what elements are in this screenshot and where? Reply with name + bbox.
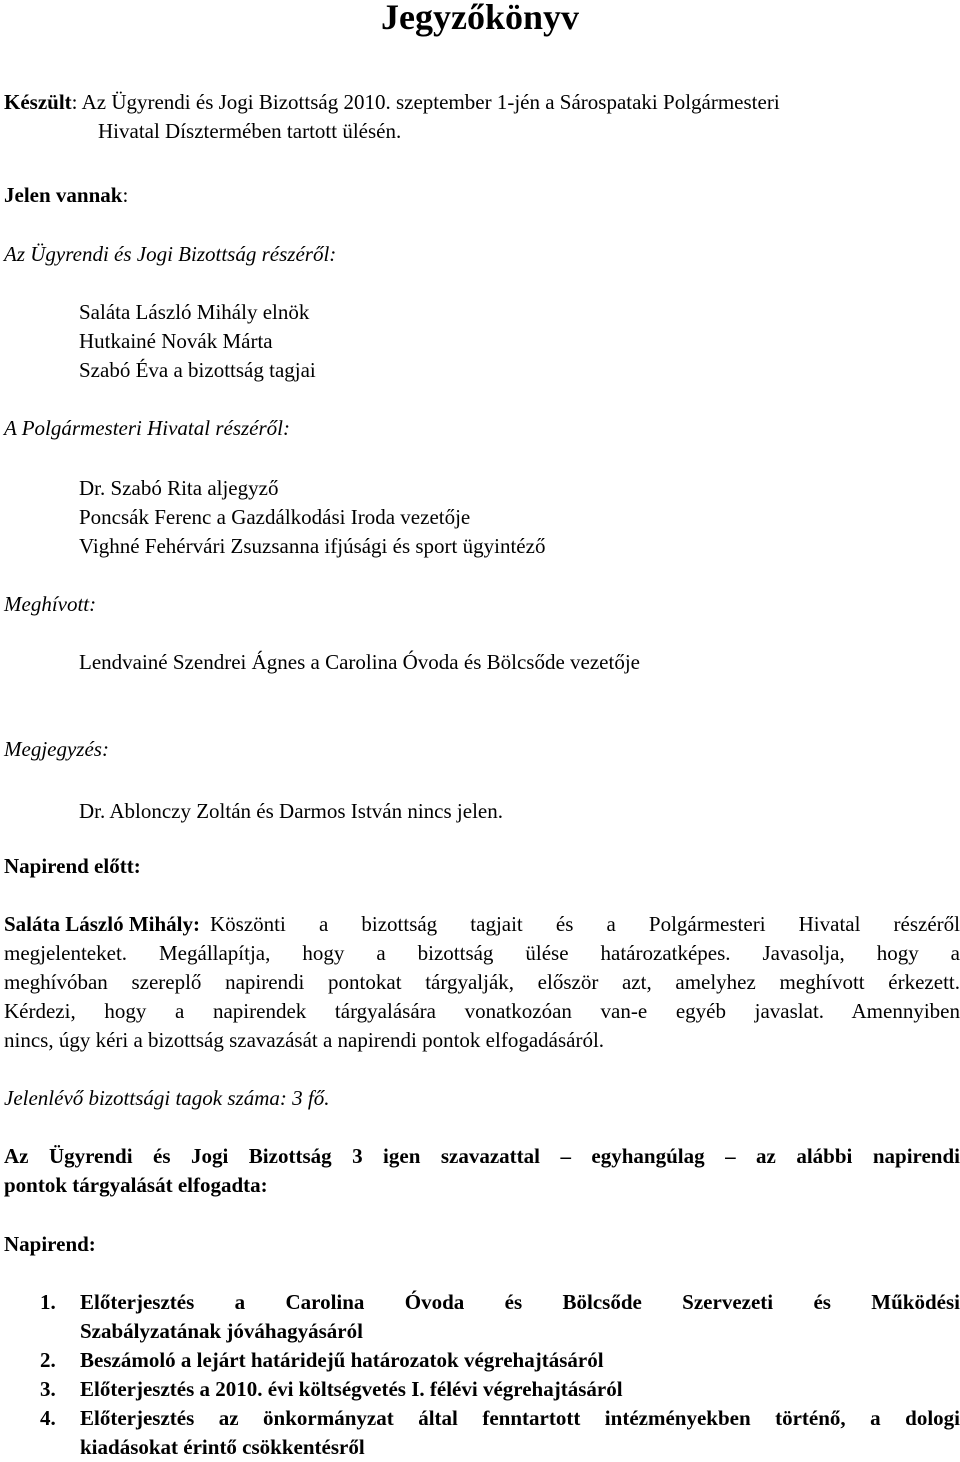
jelen-vannak-heading [4, 181, 128, 210]
hatarozat-line-2: pontok tárgyalását elfogadta: [4, 1173, 268, 1197]
hatarozat-line-1: Az Ügyrendi és Jogi Bizottság 3 igen szavazattal – egyhangúlag – az alábbi napirendi [4, 1144, 960, 1168]
document-title: Jegyzőkönyv [381, 0, 579, 37]
napirend-elott-line-1 [4, 910, 960, 939]
napirend-elott-line-3: meghívóban szereplő napirendi pontokat tárgyalják, először azt, amelyhez meghívott érkezett. [4, 970, 960, 994]
hivatal-member: Poncsák Ferenc a Gazdálkodási Iroda vezetője [79, 505, 471, 529]
napirend-elott-heading: Napirend előtt: [4, 854, 141, 878]
hivatal-member: Dr. Szabó Rita aljegyző [79, 476, 279, 500]
jelen-vannak-label: Jelen vannak [4, 183, 123, 207]
agenda-text-line-1: Előterjesztés a Carolina Óvoda és Bölcsőde Szervezeti és Működési [80, 1290, 960, 1314]
speaker-name: Saláta László Mihály: [4, 912, 201, 936]
bizottsag-member: Szabó Éva a bizottság tagjai [79, 358, 316, 382]
keszult-text-2: Hivatal Dísztermében tartott ülésén. [98, 119, 402, 143]
keszult-line-1 [4, 88, 780, 117]
napirend-heading: Napirend: [4, 1232, 96, 1256]
agenda-text-line-1: Beszámoló a lejárt határidejű határozatok végrehajtásáról [80, 1348, 604, 1372]
jelen-vannak-colon: : [122, 183, 129, 207]
keszult-text-1: : Az Ügyrendi és Jogi Bizottság 2010. szeptember 1-jén a Sárospataki Polgármesteri [71, 90, 780, 114]
napirend-elott-line-2: megjelenteket. Megállapítja, hogy a bizottság ülése határozatképes. Javasolja, hogy a [4, 941, 960, 965]
agenda-text-line-2: Szabályzatának jóváhagyásáról [80, 1319, 363, 1343]
meghivott-heading: Meghívott: [4, 592, 97, 616]
hivatal-member: Vighné Fehérvári Zsuzsanna ifjúsági és sport ügyintéző [79, 534, 546, 558]
agenda-number: 4. [40, 1406, 56, 1430]
bizottsag-member: Saláta László Mihály elnök [79, 300, 310, 324]
napirend-elott-text-1 [210, 910, 960, 939]
megjegyzes-text: Dr. Ablonczy Zoltán és Darmos István nincs jelen. [79, 799, 503, 823]
hivatal-heading: A Polgármesteri Hivatal részéről: [4, 416, 291, 440]
agenda-text-line-1: Előterjesztés a 2010. évi költségvetés I. félévi végrehajtásáról [80, 1377, 623, 1401]
napirend-elott-line-5: nincs, úgy kéri a bizottság szavazását a napirendi pontok elfogadásáról. [4, 1028, 605, 1052]
agenda-number: 1. [40, 1290, 56, 1314]
agenda-number: 2. [40, 1348, 56, 1372]
napirend-elott-line-4: Kérdezi, hogy a napirendek tárgyalására vonatkozóan van-e egyéb javaslat. Amennyiben [4, 999, 960, 1023]
agenda-text-line-2: kiadásokat érintő csökkentésről [80, 1435, 365, 1459]
bizottsag-member: Hutkainé Novák Márta [79, 329, 273, 353]
agenda-number: 3. [40, 1377, 56, 1401]
keszult-label: Készült [4, 90, 72, 114]
agenda-text-line-1: Előterjesztés az önkormányzat által fenntartott intézményekben történő, a dologi [80, 1406, 960, 1430]
megjegyzes-heading: Megjegyzés: [4, 737, 109, 761]
jelenlevo-count: Jelenlévő bizottsági tagok száma: 3 fő. [4, 1086, 330, 1110]
meghivott-member: Lendvainé Szendrei Ágnes a Carolina Óvoda és Bölcsőde vezetője [79, 650, 640, 674]
bizottsag-heading: Az Ügyrendi és Jogi Bizottság részéről: [4, 242, 337, 266]
napirend-elott-text-1-content: Köszönti a bizottság tagjait és a Polgármesteri Hivatal részéről [210, 912, 960, 936]
